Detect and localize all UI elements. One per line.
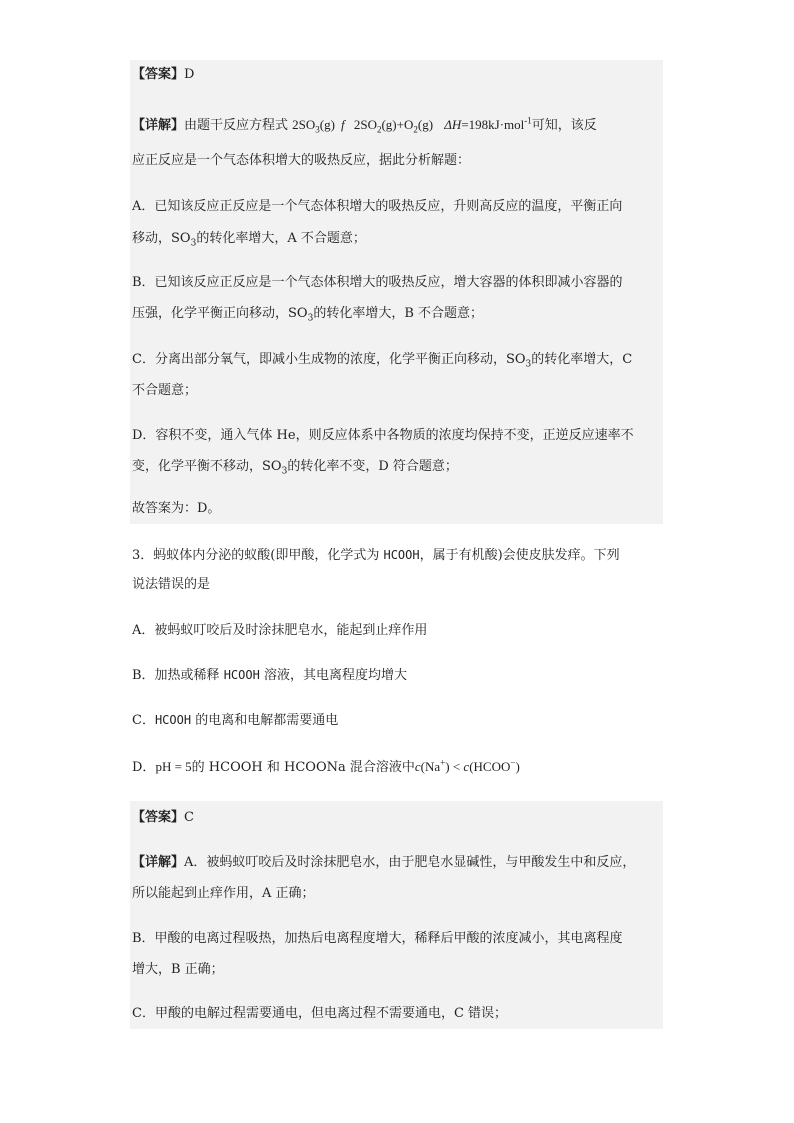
option-b-line-1 [132, 274, 623, 292]
option-a-line-2 [132, 230, 366, 248]
subscript: 3 [307, 313, 314, 324]
detail-text: 可知，该反 [531, 118, 597, 133]
reaction-equation [292, 115, 532, 135]
detail-text: A．被蚂蚁叮咬后及时涂抹肥皂水，由于肥皂水显碱性，与甲酸发生中和反应， [184, 855, 636, 870]
choice-d [132, 758, 520, 777]
conclusion-text: 故答案为：D。 [132, 501, 221, 516]
paren: ) [445, 759, 450, 774]
choice-c-text: C． [132, 713, 155, 728]
option-a-text: 移动，SO [132, 231, 191, 246]
option-c-text: C．分离出部分氧气，即减小生成物的浓度，化学平衡正向移动，SO [132, 352, 526, 367]
detail-tag: 【详解】 [132, 855, 185, 870]
eq-state: (g) [417, 117, 434, 132]
concentration-comparison [415, 759, 520, 774]
option-a-line-1 [132, 198, 622, 216]
subscript: 3 [190, 238, 197, 249]
eq-state: (g)+O [381, 117, 414, 132]
answer-tag: 【答案】 [132, 810, 185, 825]
subscript: 3 [281, 466, 288, 477]
option-d-text: 变，化学平衡不移动，SO [132, 459, 282, 474]
formula: HCOOH [154, 713, 192, 727]
detail-text: 由题干反应方程式 [184, 118, 289, 133]
answer-line [132, 809, 194, 827]
ph-value: pH = 5 [155, 759, 192, 774]
paren: ) [515, 759, 520, 774]
choice-b-text: B．加热或稀释 [132, 668, 220, 683]
subscript: 3 [525, 359, 532, 370]
answer-block-q3 [130, 801, 663, 1029]
detail-text: 应正反应是一个气态体积增大的吸热反应，据此分析解题： [132, 153, 471, 168]
answer-value: C [184, 810, 194, 825]
detail-c-line-1 [132, 1005, 507, 1023]
question-stem-line-2 [132, 576, 210, 594]
conc-symbol: c [463, 759, 470, 774]
charge: + [440, 757, 446, 768]
question-3 [130, 524, 663, 800]
detail-line-2 [132, 152, 470, 170]
conclusion-line [132, 500, 220, 518]
choice-c [132, 711, 338, 730]
ion: (Na [420, 759, 441, 774]
option-c-line-2 [132, 382, 197, 400]
eq-arrow: f [340, 117, 345, 132]
answer-line [132, 66, 194, 84]
option-c-line-1 [132, 351, 632, 369]
choice-b [132, 666, 407, 685]
eq-sub: 3 [315, 124, 320, 135]
eq-sub: 2 [376, 124, 382, 135]
option-d-text: D．容积不变，通入气体 He，则反应体系中各物质的浓度均保持不变，正逆反应速率不 [132, 428, 634, 443]
question-stem-line-1 [132, 546, 620, 565]
eq-rhs: 2SO [353, 117, 377, 132]
formula: HCOOH [223, 668, 260, 682]
charge: − [510, 757, 516, 768]
detail-text: B．甲酸的电离过程吸热，加热后电离程度增大，稀释后甲酸的浓度减小，其电离程度 [132, 931, 623, 946]
question-stem: 说法错误的是 [132, 577, 211, 592]
answer-tag: 【答案】 [132, 67, 185, 82]
option-b-text: 压强，化学平衡正向移动，SO [132, 306, 308, 321]
enthalpy-value: =198kJ·mol [461, 117, 525, 132]
option-b-line-2 [132, 305, 483, 323]
detail-b-line-2 [132, 961, 224, 979]
eq-sup: -1 [524, 115, 532, 126]
detail-b-line-1 [132, 930, 623, 948]
choice-b-text: 溶液，其电离程度均增大 [263, 668, 407, 683]
eq-state: (g) [319, 117, 335, 132]
detail-line-1 [132, 116, 597, 135]
detail-line-2 [132, 885, 315, 903]
option-a-text: 的转化率增大，A 不合题意； [196, 231, 366, 246]
question-stem: ，属于有机酸)会使皮肤发痒。下列 [419, 548, 620, 563]
option-d-text: 的转化率不变，D 符合题意； [287, 459, 458, 474]
enthalpy-symbol: ΔH [444, 117, 462, 132]
option-d-line-1 [132, 427, 634, 445]
conc-symbol: c [414, 759, 421, 774]
answer-value: D [184, 67, 195, 82]
choice-d-text: D． [132, 760, 156, 775]
eq-lhs: 2SO [292, 117, 316, 132]
option-b-text: B．已知该反应正反应是一个气态体积增大的吸热反应，增大容器的体积即减小容器的 [132, 275, 623, 290]
less-than: < [449, 759, 464, 774]
detail-tag: 【详解】 [132, 118, 185, 133]
option-d-line-2 [132, 458, 458, 476]
eq-sub: 2 [413, 124, 418, 135]
answer-block-q2 [130, 60, 663, 524]
choice-a-text: A．被蚂蚁叮咬后及时涂抹肥皂水，能起到止痒作用 [132, 623, 428, 638]
choice-c-text: 的电离和电解都需要通电 [195, 713, 339, 728]
formula: HCOOH [383, 548, 420, 562]
choice-a [132, 622, 427, 640]
detail-text: C．甲酸的电解过程需要通电，但电离过程不需要通电，C 错误； [132, 1006, 508, 1021]
option-b-text: 的转化率增大，B 不合题意； [313, 306, 483, 321]
detail-text: 增大，B 正确； [132, 962, 224, 977]
ion: (HCOO [469, 759, 511, 774]
question-stem: 3．蚂蚁体内分泌的蚁酸(即甲酸，化学式为 [132, 548, 380, 563]
option-c-text: 不合题意； [132, 383, 198, 398]
option-c-text: 的转化率增大，C [531, 352, 633, 367]
detail-text: 所以能起到止痒作用，A 正确； [132, 886, 315, 901]
choice-d-text: 的 HCOOH 和 HCOONa 混合溶液中 [191, 760, 415, 775]
option-a-text: A．已知该反应正反应是一个气态体积增大的吸热反应，升则高反应的温度，平衡正向 [132, 199, 623, 214]
detail-line-1 [132, 854, 635, 872]
